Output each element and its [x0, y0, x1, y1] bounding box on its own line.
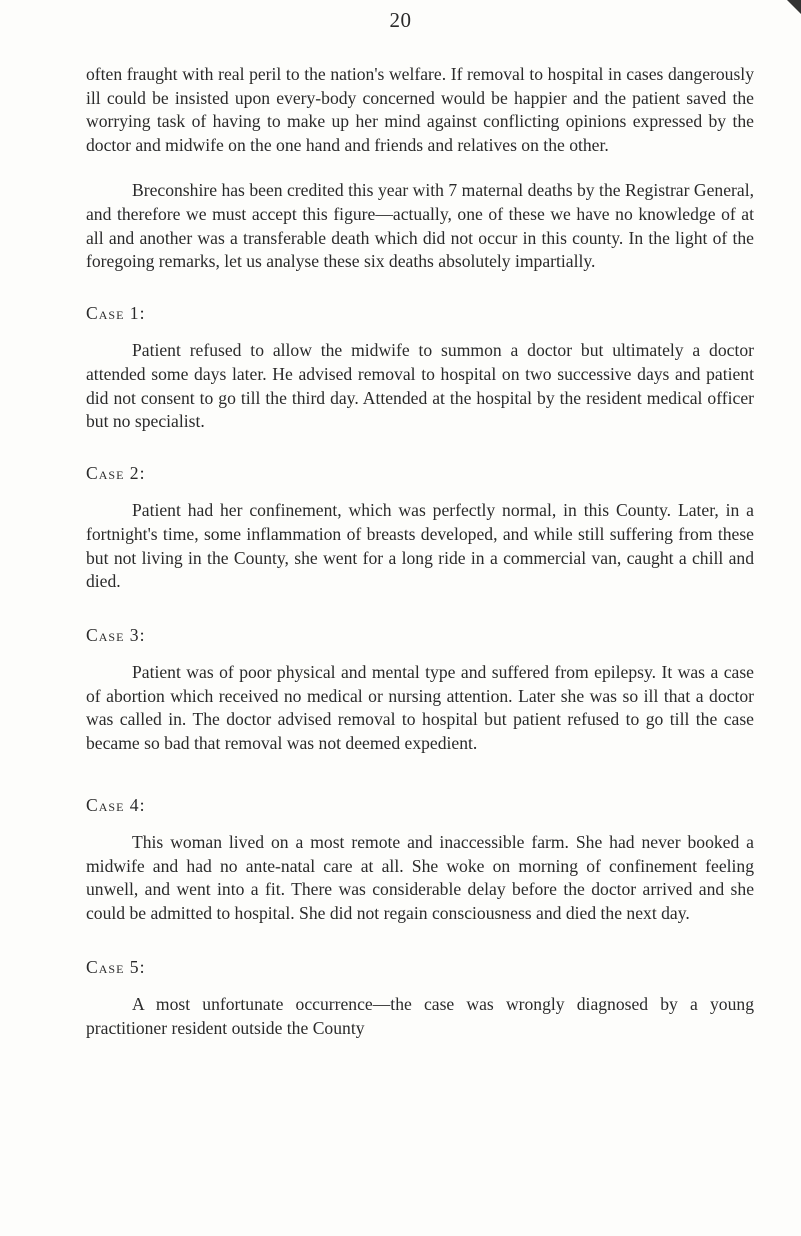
- case-body: This woman lived on a most remote and inaccessible farm. She had never booked a midwife and had no ante-natal care at all. She woke on morning of confinement feeling unwell, and went into a fit. There was considerable delay before the doctor arrived and she could be admitted to hospital. She did not regain consciousness and died the next day.: [86, 832, 754, 924]
- case-body: A most unfortunate occurrence—the case was wrongly diagnosed by a young practitioner resident outside the County: [86, 994, 754, 1038]
- case-heading: Case 4:: [86, 794, 146, 815]
- case-heading: Case 3:: [86, 624, 146, 645]
- case-heading: Case 2:: [86, 462, 146, 483]
- case-body: Patient was of poor physical and mental type and suffered from epilepsy. It was a case of abortion which received no medical or nursing attention. Later she was so ill that a doctor was called in. The doctor advised removal to hospital but patient refused to go till the case became so bad that removal was not deemed expedient.: [86, 662, 754, 754]
- case-section: [86, 624, 754, 756]
- breconshire-paragraph: Breconshire has been credited this year with 7 maternal deaths by the Registrar General, and therefore we must accept this figure—actually, one of these we have no knowledge of at all and another was a transferable death which did not occur in this county. In the light of the foregoing remarks, let us analyse these six deaths absolutely impartially.: [86, 180, 754, 272]
- case-section: [86, 956, 754, 1041]
- case-heading: Case 1:: [86, 302, 146, 323]
- intro-paragraph: often fraught with real peril to the nation's welfare. If removal to hospital in cases dangerously ill could be insisted upon every-body concerned would be happier and the patient saved the worrying task of having to make up her mind against conflicting opinions expressed by the doctor and midwife on the one hand and friends and relatives on the other.: [86, 64, 754, 155]
- case-section: [86, 462, 754, 594]
- case-body: Patient refused to allow the midwife to summon a doctor but ultimately a doctor attended some days later. He advised removal to hospital on two successive days and patient did not consent to go till the third day. Attended at the hospital by the resident medical officer but no specialist.: [86, 340, 754, 432]
- case-section: [86, 302, 754, 434]
- case-heading: Case 5:: [86, 956, 146, 977]
- case-section: [86, 794, 754, 926]
- page-number: 20: [389, 8, 412, 32]
- document-body: [86, 63, 754, 1040]
- case-body: Patient had her confinement, which was perfectly normal, in this County. Later, in a fortnight's time, some inflammation of breasts developed, and while still suffering from these but not living in the County, she went for a long ride in a commercial van, caught a chill and died.: [86, 500, 754, 592]
